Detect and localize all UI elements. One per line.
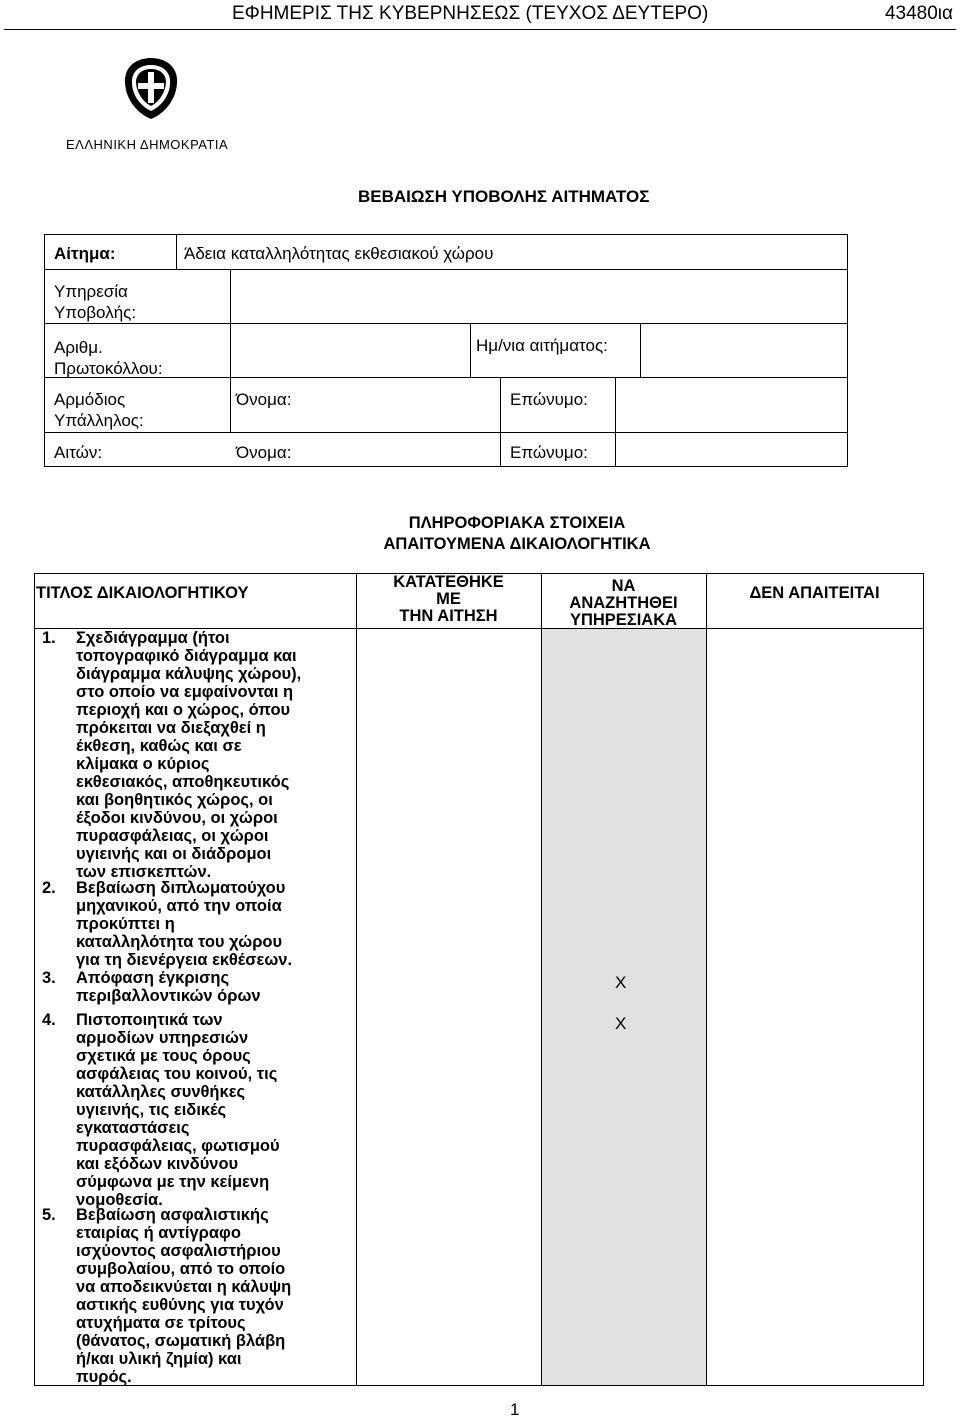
- gazette-header-title: ΕΦΗΜΕΡΙΣ ΤΗΣ ΚΥΒΕΡΝΗΣΕΩΣ (ΤΕΥΧΟΣ ΔΕΥΤΕΡΟ): [232, 3, 709, 24]
- officer-label: [54, 389, 144, 431]
- page-number: 1: [510, 1400, 520, 1419]
- row-text-line: νομοθεσία.: [76, 1191, 163, 1209]
- row-number: 5.: [42, 1206, 56, 1224]
- row-text-line: εκθεσιακός, αποθηκευτικός: [76, 773, 290, 791]
- column-header-submitted: [356, 574, 541, 625]
- header-divider: [4, 29, 956, 30]
- table-border-right: [923, 573, 924, 1385]
- column-header-title: ΤΙΤΛΟΣ ΔΙΚΑΙΟΛΟΓΗΤΙΚΟΥ: [36, 584, 249, 602]
- applicant-label: Αιτών:: [54, 443, 103, 462]
- header-line: ΥΠΗΡΕΣΙΑΚΑ: [569, 611, 678, 629]
- table-column-rule: [541, 573, 542, 1385]
- row-text-line: Βεβαίωση ασφαλιστικής: [76, 1206, 269, 1224]
- row-text-line: έκθεση, καθώς και σε: [76, 737, 242, 755]
- table-row: [42, 879, 342, 969]
- row-text-line: πυρασφάλειας, οι χώροι: [76, 827, 269, 845]
- row-text-line: διάγραμμα κάλυψης χώρου),: [76, 665, 302, 683]
- row-text-line: των επισκεπτών.: [76, 863, 212, 881]
- table-column-rule: [706, 573, 707, 1385]
- protocol-label-line: Πρωτοκόλλου:: [54, 359, 163, 378]
- protocol-label: [54, 337, 163, 379]
- row-text-line: ισχύοντος ασφαλιστήριου: [76, 1242, 281, 1260]
- column-header-retrieve: [541, 578, 706, 629]
- form-rule: [500, 377, 501, 466]
- header-line: ΜΕ: [436, 590, 461, 608]
- row-number: 1.: [42, 629, 56, 647]
- retrieve-mark: X: [615, 1014, 627, 1033]
- row-text-line: περιβαλλοντικών όρων: [76, 987, 261, 1005]
- row-text-line: πυρασφάλειας, φωτισμού: [76, 1137, 280, 1155]
- table-border-left: [34, 573, 35, 1385]
- row-text: [76, 879, 342, 969]
- row-text-line: καταλληλότητα του χώρου: [76, 933, 283, 951]
- applicant-surname-label: Επώνυμο:: [510, 443, 588, 462]
- request-label: Αίτημα:: [54, 244, 116, 263]
- country-name: ΕΛΛΗΝΙΚΗ ΔΗΜΟΚΡΑΤΙΑ: [66, 137, 229, 152]
- form-border-left: [44, 234, 45, 466]
- info-heading: [366, 513, 668, 555]
- table-column-rule: [356, 573, 357, 1385]
- row-text-line: σχετικά με τους όρους: [76, 1047, 251, 1065]
- form-border-bottom: [44, 466, 848, 467]
- form-rule: [44, 432, 848, 433]
- row-text-line: για τη διενέργεια εκθέσεων.: [76, 951, 293, 969]
- row-text-line: προκύπτει η: [76, 915, 175, 933]
- row-text-line: ή/και υλική ζημία) και: [76, 1350, 242, 1368]
- row-text-line: (θάνατος, σωματική βλάβη: [76, 1332, 286, 1350]
- gazette-page-reference: 43480ια: [884, 3, 953, 24]
- form-rule: [615, 377, 616, 466]
- row-text-line: και βοηθητικός χώρος, οι: [76, 791, 273, 809]
- header-line: ΑΝΑΖΗΤΗΘΕΙ: [569, 594, 678, 612]
- row-text-line: Βεβαίωση διπλωματούχου: [76, 879, 286, 897]
- row-text-line: Σχεδιάγραμμα (ήτοι: [76, 629, 230, 647]
- row-text-line: ατυχήματα σε τρίτους: [76, 1314, 246, 1332]
- date-label: Ημ/νια αιτήματος:: [476, 336, 608, 355]
- row-text: [76, 1206, 342, 1386]
- officer-name-label: Όνομα:: [236, 390, 292, 409]
- applicant-name-label: Όνομα:: [236, 443, 292, 462]
- table-row: [42, 629, 342, 881]
- form-rule: [176, 234, 177, 269]
- row-text-line: εταιρίας ή αντίγραφο: [76, 1224, 241, 1242]
- form-border-top: [44, 234, 848, 235]
- table-row: [42, 969, 342, 1005]
- form-rule: [640, 323, 641, 377]
- table-row: [42, 1206, 342, 1386]
- form-rule: [44, 323, 848, 324]
- row-number: 3.: [42, 969, 56, 987]
- row-text-line: έξοδοι κινδύνου, οι χώροι: [76, 809, 278, 827]
- officer-label-line: Υπάλληλος:: [54, 411, 144, 430]
- row-text-line: ασφάλειας του κοινού, τις: [76, 1065, 278, 1083]
- row-text-line: εγκαταστάσεις: [76, 1119, 190, 1137]
- request-value: Άδεια καταλληλότητας εκθεσιακού χώρου: [184, 244, 494, 263]
- row-text-line: κλίμακα ο κύριος: [76, 755, 210, 773]
- row-text-line: υγιεινής και οι διάδρομοι: [76, 845, 272, 863]
- row-text-line: μηχανικού, από την οποία: [76, 897, 282, 915]
- officer-surname-label: Επώνυμο:: [510, 390, 588, 409]
- row-number: 2.: [42, 879, 56, 897]
- form-rule: [44, 269, 848, 270]
- row-text-line: Απόφαση έγκρισης: [76, 969, 230, 987]
- row-text-line: να αποδεικνύεται η κάλυψη: [76, 1278, 292, 1296]
- info-heading-line: ΠΛΗΡΟΦΟΡΙΑΚΑ ΣΤΟΙΧΕΙΑ: [408, 514, 626, 532]
- row-text: [76, 969, 342, 1005]
- row-text-line: στο οποίο να εμφαίνονται η: [76, 683, 294, 701]
- row-text-line: και εξόδων κινδύνου: [76, 1155, 239, 1173]
- officer-label-line: Αρμόδιος: [54, 390, 126, 409]
- row-text-line: τοπογραφικό διάγραμμα και: [76, 647, 297, 665]
- header-line: ΤΗΝ ΑΙΤΗΣΗ: [399, 607, 498, 625]
- row-text-line: Πιστοποιητικά των: [76, 1011, 223, 1029]
- form-rule: [470, 323, 471, 377]
- table-row: [42, 1011, 342, 1209]
- row-text: [76, 1011, 342, 1209]
- header-line: ΚΑΤΑΤΕΘΗΚΕ: [393, 573, 504, 591]
- service-label-line: Υποβολής:: [54, 303, 137, 322]
- row-text-line: πυρός.: [76, 1368, 132, 1386]
- row-text: [76, 629, 342, 881]
- service-label-line: Υπηρεσία: [54, 282, 128, 301]
- row-text-line: κατάλληλες συνθήκες: [76, 1083, 246, 1101]
- row-text-line: αρμοδίων υπηρεσιών: [76, 1029, 249, 1047]
- document-title: ΒΕΒΑΙΩΣΗ ΥΠΟΒΟΛΗΣ ΑΙΤΗΜΑΤΟΣ: [358, 187, 650, 206]
- row-text-line: υγιεινής, τις ειδικές: [76, 1101, 227, 1119]
- retrieve-mark: X: [615, 973, 627, 992]
- row-text-line: πρόκειται να διεξαχθεί η: [76, 719, 266, 737]
- row-text-line: αστικής ευθύνης για τυχόν: [76, 1296, 284, 1314]
- row-text-line: σύμφωνα με την κείμενη: [76, 1173, 270, 1191]
- protocol-label-line: Αριθμ.: [54, 338, 103, 357]
- row-text-line: περιοχή και ο χώρος, όπου: [76, 701, 291, 719]
- row-number: 4.: [42, 1011, 56, 1029]
- header-line: ΝΑ: [611, 577, 636, 595]
- form-rule: [44, 377, 848, 378]
- service-label: [54, 281, 136, 323]
- shaded-column: [541, 628, 706, 1385]
- info-heading-line: ΑΠΑΙΤΟΥΜΕΝΑ ΔΙΚΑΙΟΛΟΓΗΤΙΚΑ: [383, 535, 651, 553]
- form-border-right: [847, 234, 848, 466]
- greek-coat-of-arms-icon: [120, 55, 182, 121]
- column-header-not-required: ΔΕΝ ΑΠΑΙΤΕΙΤΑΙ: [749, 584, 880, 602]
- row-text-line: συμβολαίου, από το οποίο: [76, 1260, 286, 1278]
- form-rule: [230, 269, 231, 432]
